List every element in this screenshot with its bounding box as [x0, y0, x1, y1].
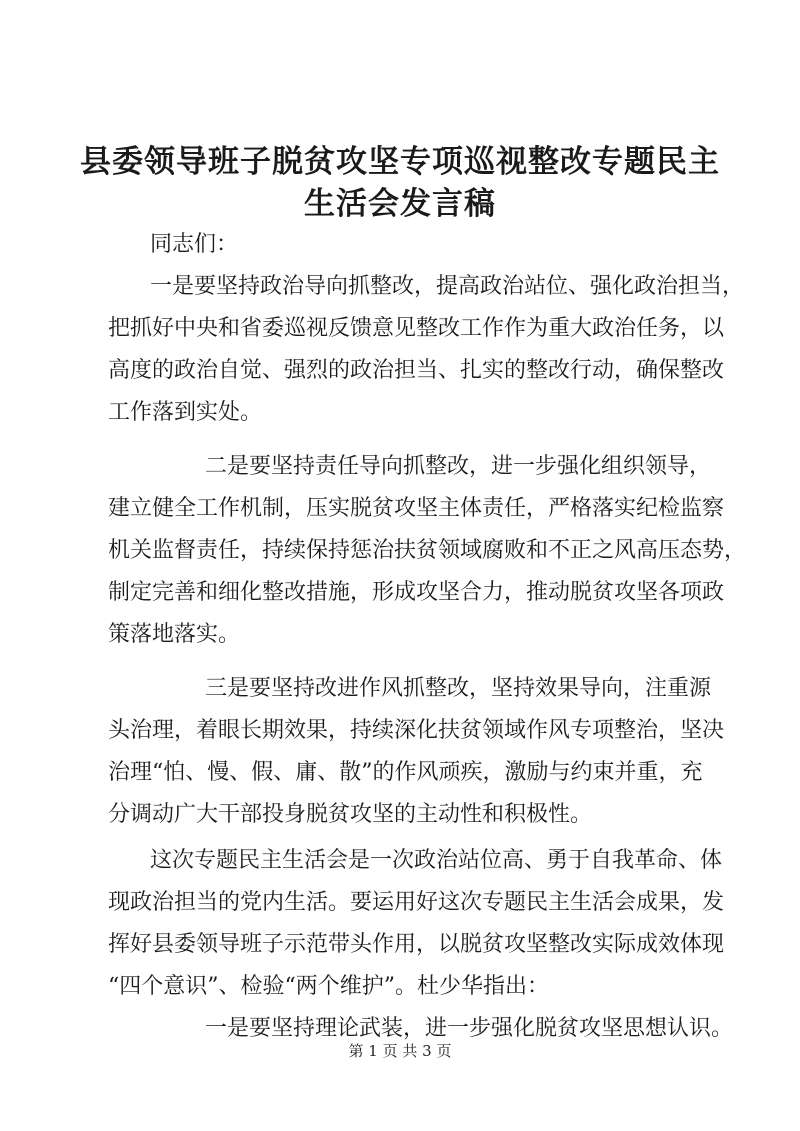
paragraph-line: 制定完善和细化整改措施，形成攻坚合力，推动脱贫攻坚各项政: [108, 580, 725, 605]
paragraph-line: 建立健全工作机制，压实脱贫攻坚主体责任，严格落实纪检监察: [108, 496, 725, 521]
paragraph-line: 分调动广大干部投身脱贫攻坚的主动性和积极性。: [108, 802, 593, 827]
paragraph-line: 二是要坚持责任导向抓整改，进一步强化组织领导，: [205, 454, 712, 479]
paragraph-line: 治理“怕、慢、假、庸、散”的作风顽疾，激励与约束并重，充: [108, 760, 703, 785]
paragraph-line: 高度的政治自觉、强烈的政治担当、扎实的整改行动，确保整改: [108, 358, 725, 383]
paragraph-line: 策落地落实。: [108, 622, 241, 647]
paragraph-line: 一是要坚持政治导向抓整改，提高政治站位、强化政治担当，: [150, 274, 745, 299]
paragraph-line: 三是要坚持改进作风抓整改，坚持效果导向，注重源: [205, 676, 712, 701]
paragraph-line: 现政治担当的党内生活。要运用好这次专题民主生活会成果，发: [108, 890, 725, 915]
paragraph-line: 工作落到实处。: [108, 400, 263, 425]
paragraph-line: 头治理，着眼长期效果，持续深化扶贫领域作风专项整治，坚决: [108, 718, 725, 743]
paragraph-line: 把抓好中央和省委巡视反馈意见整改工作作为重大政治任务，以: [108, 316, 725, 341]
paragraph-line: 这次专题民主生活会是一次政治站位高、勇于自我革命、体: [150, 848, 723, 873]
paragraph-line: 挥好县委领导班子示范带头作用，以脱贫攻坚整改实际成效体现: [108, 932, 725, 957]
document-title-line-2: 生活会发言稿: [304, 186, 496, 222]
document-title-line-1: 县委领导班子脱贫攻坚专项巡视整改专题民主: [80, 144, 720, 180]
paragraph-line: 一是要坚持理论武装，进一步强化脱贫攻坚思想认识。: [205, 1016, 734, 1041]
paragraph-line: “四个意识”、检验“两个维护”。杜少华指出：: [108, 974, 549, 999]
paragraph-line: 机关监督责任，持续保持惩治扶贫领域腐败和不正之风高压态势，: [108, 538, 747, 563]
page-footer: 第 1 页 共 3 页: [348, 1042, 452, 1060]
salutation: 同志们：: [150, 232, 239, 257]
